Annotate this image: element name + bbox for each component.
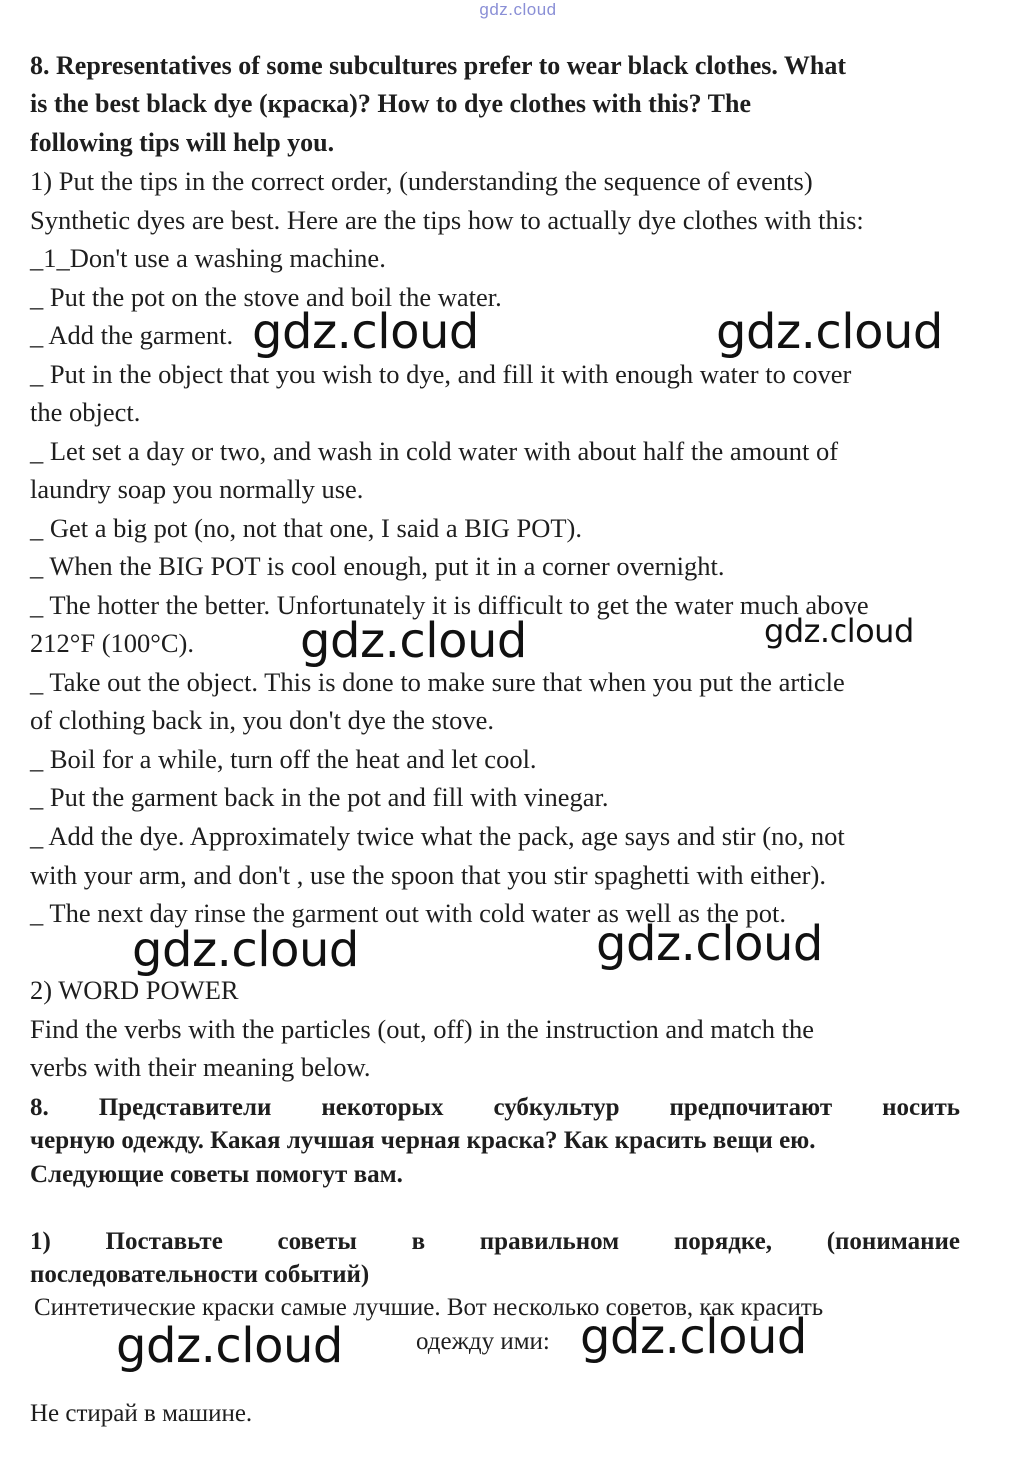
tip-line: _ Get a big pot (no, not that one, I said a BIG POT). (30, 513, 582, 543)
tip-line: 212°F (100°C). (30, 628, 195, 658)
top-watermark: gdz.cloud (479, 0, 557, 19)
tip-line: _ Put in the object that you wish to dye, and fill it with enough water to cover (30, 359, 852, 389)
intro-ru-line-2: одежду ими: (416, 1328, 550, 1355)
tip-line: _ Let set a day or two, and wash in cold water with about half the amount of (30, 436, 839, 466)
watermark: gdz.cloud (116, 1318, 343, 1374)
watermark: gdz.cloud (300, 613, 527, 669)
tip-line: laundry soap you normally use. (30, 474, 364, 504)
text-line: Find the verbs with the particles (out, off) in the instruction and match the (30, 1014, 815, 1044)
text-line: 2) WORD POWER (30, 975, 239, 1005)
first-tip-ru: Не стирай в машине. (30, 1400, 253, 1427)
tip-line: the object. (30, 397, 141, 427)
intro-ru-line-1: Синтетические краски самые лучшие. Вот несколько советов, как красить (34, 1294, 824, 1321)
text-line: 1) Put the tips in the correct order, (understanding the sequence of events) (30, 166, 813, 196)
heading-ru-line-2: черную одежду. Какая лучшая черная краска? Как красить вещи ею. (30, 1127, 816, 1154)
heading-en-line-1: 8. Representatives of some subcultures prefer to wear black clothes. What (30, 51, 847, 80)
watermark: gdz.cloud (252, 304, 479, 360)
tip-line: with your arm, and don't , use the spoon that you stir spaghetti with either). (30, 860, 826, 890)
tip-line: _ The hotter the better. Unfortunately it is difficult to get the water much above (30, 590, 869, 620)
tip-line: _ Take out the object. This is done to make sure that when you put the article (30, 667, 845, 697)
tip-line: _1_Don't use a washing machine. (30, 243, 386, 273)
heading-ru-line-3: Следующие советы помогут вам. (30, 1161, 403, 1188)
tip-line: _ Boil for a while, turn off the heat and let cool. (30, 744, 537, 774)
text-line: Synthetic dyes are best. Here are the tips how to actually dye clothes with this: (30, 205, 864, 235)
task-ru-line-1: 1) Поставьте советы в правильном порядке, (понимание (30, 1228, 960, 1255)
watermark: gdz.cloud (596, 916, 823, 972)
task-ru-line-2: последовательности событий) (30, 1261, 370, 1288)
heading-en-line-2: is the best black dye (краска)? How to dye clothes with this? The (30, 89, 751, 118)
tip-line: _ Add the garment. (30, 320, 234, 350)
tip-line: _ When the BIG POT is cool enough, put it in a corner overnight. (30, 551, 725, 581)
tip-line: _ Put the pot on the stove and boil the water. (30, 282, 502, 312)
heading-ru-line-1: 8. Представители некоторых субкультур предпочитают носить (30, 1094, 960, 1121)
tip-line: _ The next day rinse the garment out with cold water as well as the pot. (30, 898, 787, 928)
watermark: gdz.cloud (764, 612, 914, 650)
watermark: gdz.cloud (132, 922, 359, 978)
heading-en-line-3: following tips will help you. (30, 128, 335, 157)
watermark: gdz.cloud (580, 1309, 807, 1365)
tip-line: _ Put the garment back in the pot and fill with vinegar. (30, 782, 609, 812)
tip-line: _ Add the dye. Approximately twice what the pack, age says and stir (no, not (30, 821, 845, 851)
tip-line: of clothing back in, you don't dye the stove. (30, 705, 495, 735)
text-line: verbs with their meaning below. (30, 1052, 371, 1082)
watermark: gdz.cloud (716, 304, 943, 360)
